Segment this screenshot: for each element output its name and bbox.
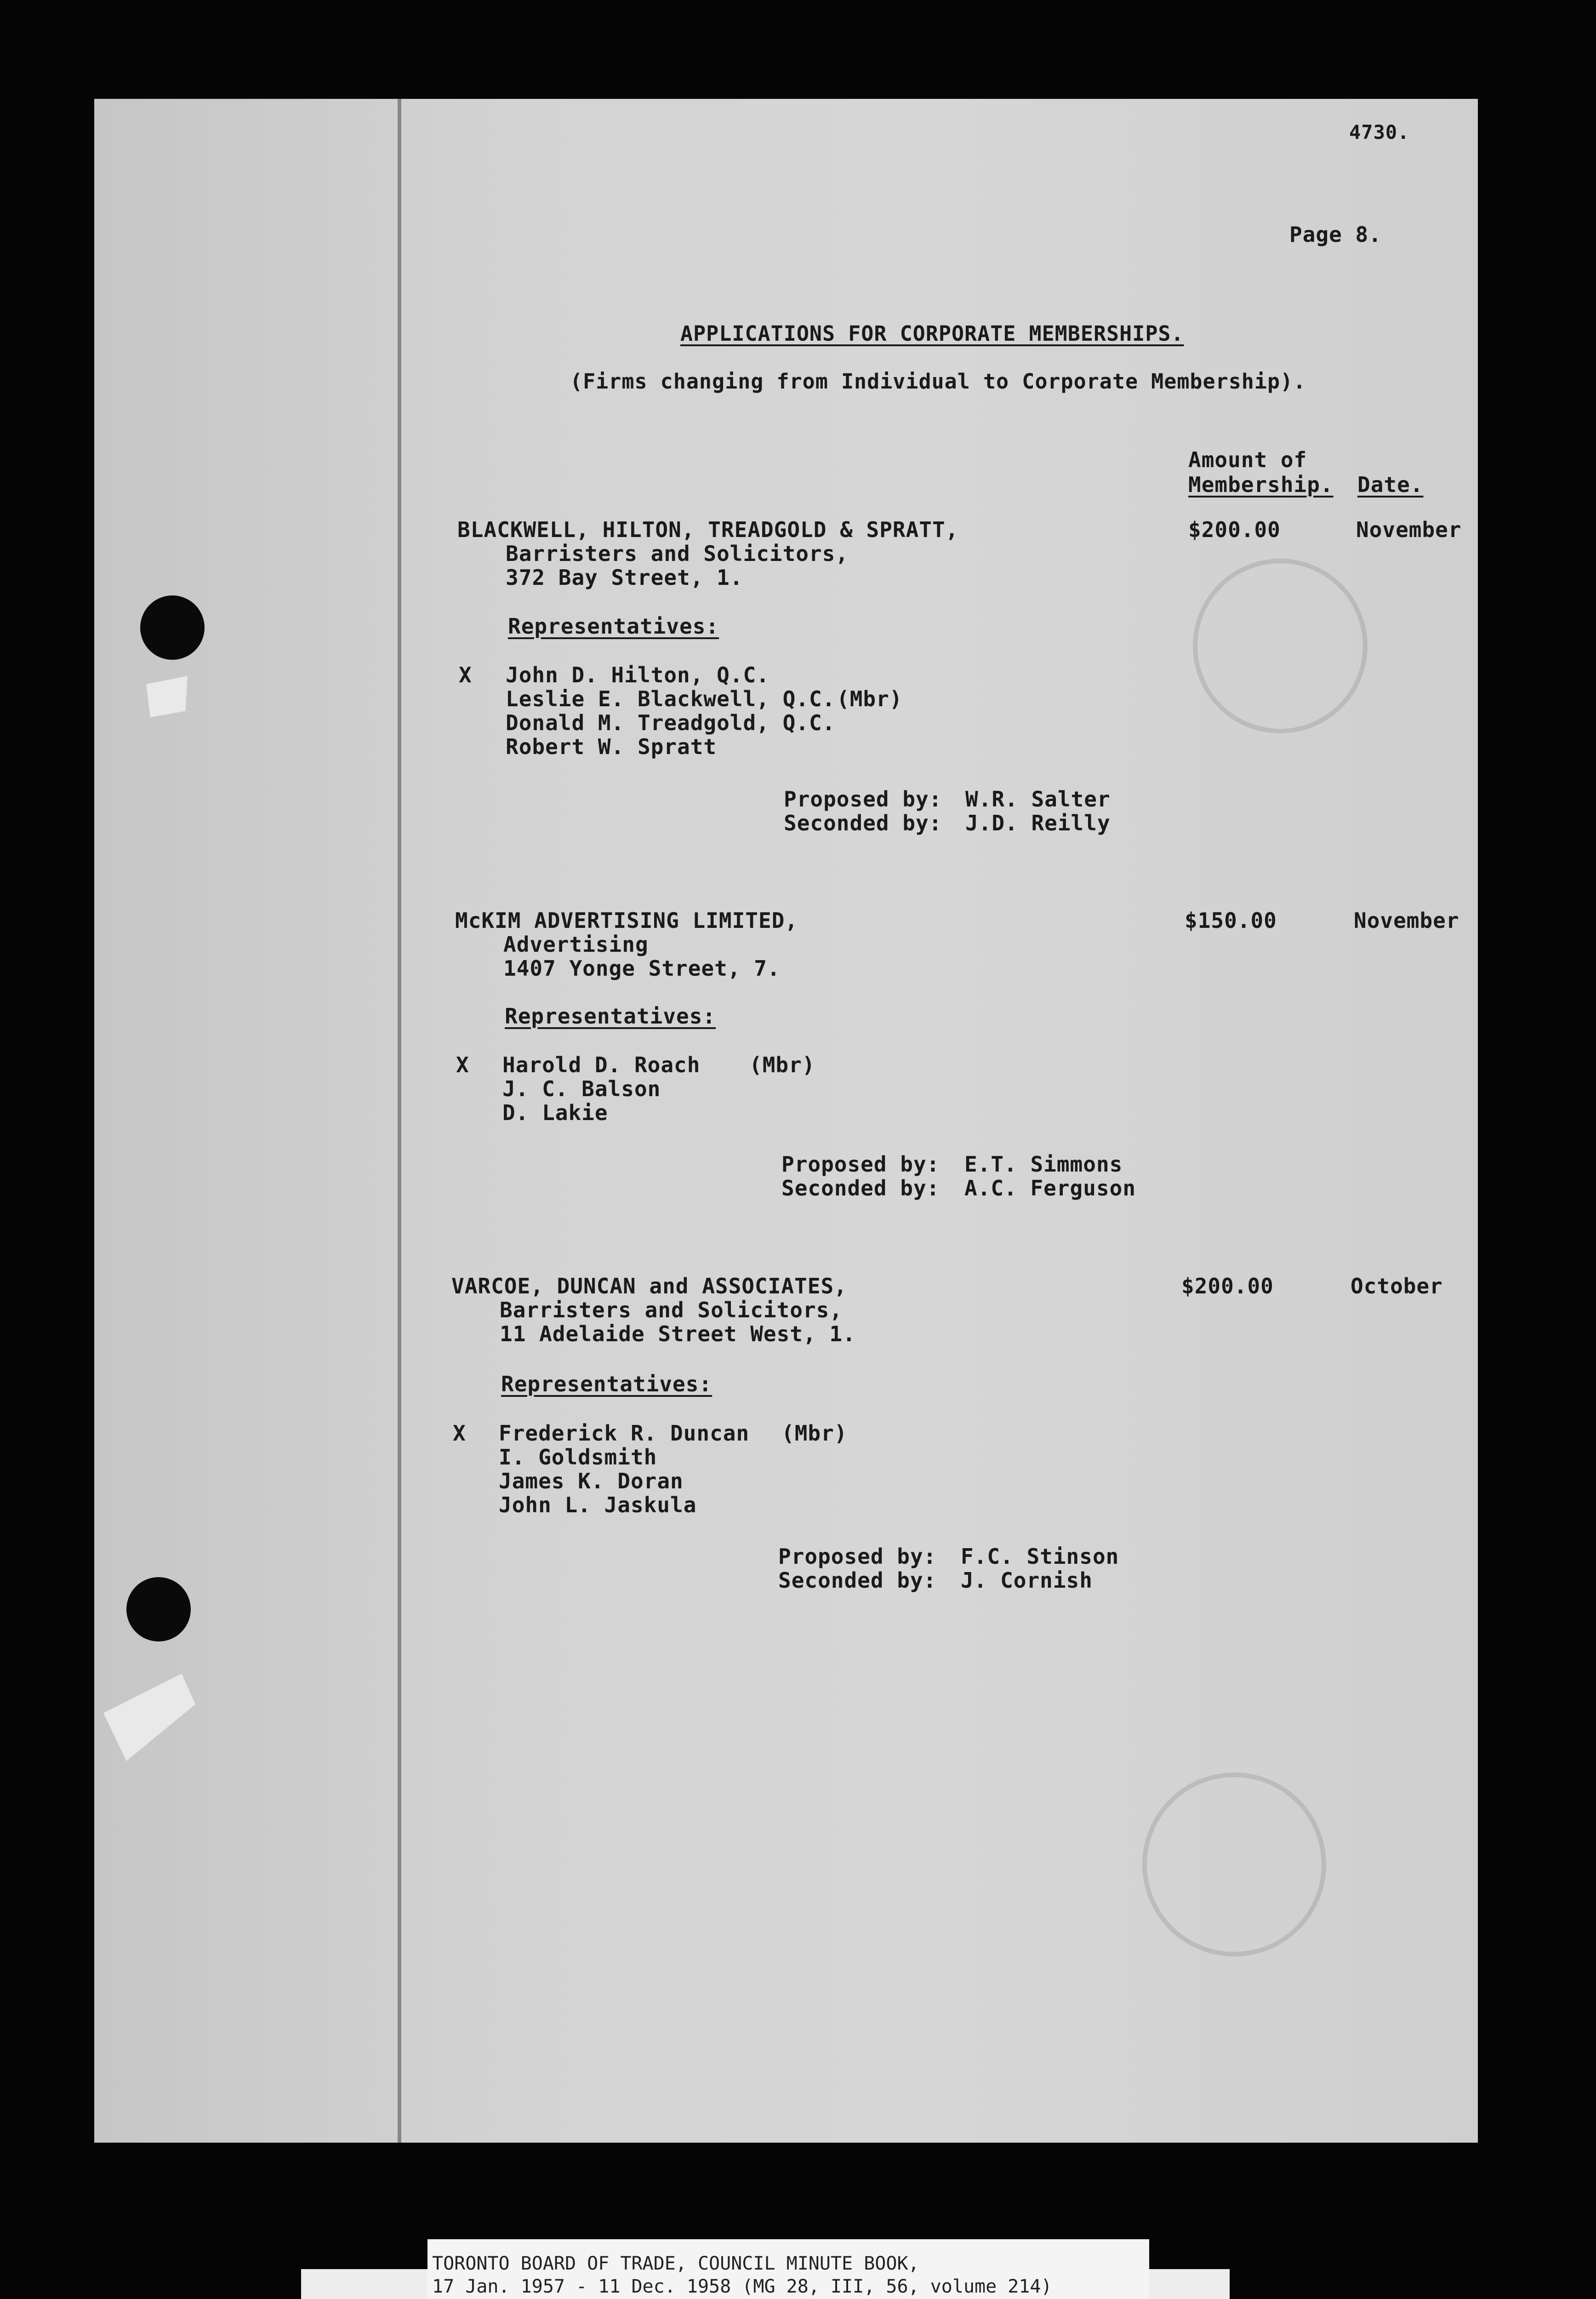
- binding-margin-line: [398, 99, 401, 2143]
- document-subtitle: (Firms changing from Individual to Corporate Membership).: [570, 369, 1306, 394]
- rep-name: Harold D. Roach: [502, 1052, 701, 1077]
- amount-column-header-line1: Amount of: [1188, 447, 1307, 472]
- entry-firm-type: Advertising: [503, 932, 649, 957]
- proposed-by: E.T. Simmons: [964, 1152, 1123, 1177]
- amount-column-header-line2: Membership.: [1188, 472, 1334, 497]
- binder-hole-top: [140, 595, 205, 660]
- seconded-by: J.D. Reilly: [965, 811, 1111, 835]
- page-label: Page 8.: [1289, 222, 1382, 247]
- rep-name: I. Goldsmith: [499, 1445, 657, 1470]
- rep-member-note: (Mbr): [781, 1421, 848, 1446]
- entry-mark: X: [453, 1421, 466, 1446]
- entry-date: October: [1351, 1274, 1443, 1298]
- proposed-by: W.R. Salter: [965, 787, 1111, 812]
- rep-name: John L. Jaskula: [499, 1493, 697, 1517]
- proposed-label: Proposed by:: [781, 1152, 940, 1177]
- seconded-label: Seconded by:: [781, 1176, 940, 1201]
- rep-member-note: (Mbr): [749, 1052, 815, 1077]
- seconded-label: Seconded by:: [784, 811, 942, 835]
- entry-reps-heading: Representatives:: [501, 1372, 712, 1396]
- entry-amount: $200.00: [1181, 1274, 1274, 1298]
- entry-firm-name: BLACKWELL, HILTON, TREADGOLD & SPRATT,: [457, 517, 959, 542]
- faint-seal-bottom: [1142, 1773, 1326, 1956]
- rep-name: J. C. Balson: [502, 1076, 661, 1101]
- archive-label-line2: 17 Jan. 1957 - 11 Dec. 1958 (MG 28, III, 56, volume 214): [432, 2276, 1052, 2297]
- entry-firm-name: McKIM ADVERTISING LIMITED,: [455, 908, 798, 933]
- proposed-label: Proposed by:: [778, 1544, 937, 1569]
- rep-name: John D. Hilton, Q.C.: [506, 663, 770, 687]
- rep-name: Leslie E. Blackwell, Q.C.: [506, 686, 836, 711]
- document-title: APPLICATIONS FOR CORPORATE MEMBERSHIPS.: [680, 321, 1184, 346]
- date-column-header: Date.: [1357, 472, 1424, 497]
- rep-name: Frederick R. Duncan: [499, 1421, 750, 1446]
- entry-firm-type: Barristers and Solicitors,: [500, 1298, 843, 1322]
- entry-firm-address: 11 Adelaide Street West, 1.: [500, 1321, 856, 1346]
- entry-date: November: [1354, 908, 1459, 933]
- entry-mark: X: [456, 1052, 469, 1077]
- frame-number: 4730.: [1349, 121, 1410, 143]
- seconded-by: J. Cornish: [961, 1568, 1093, 1593]
- document-page: [94, 99, 1478, 2143]
- entry-amount: $150.00: [1185, 908, 1277, 933]
- entry-amount: $200.00: [1188, 517, 1281, 542]
- faint-watermark-top: [1372, 366, 1464, 917]
- seconded-label: Seconded by:: [778, 1568, 937, 1593]
- entry-reps-heading: Representatives:: [505, 1004, 716, 1029]
- rep-name: Donald M. Treadgold, Q.C.: [506, 710, 836, 735]
- entry-date: November: [1356, 517, 1462, 542]
- rep-name: Robert W. Spratt: [506, 734, 717, 759]
- proposed-label: Proposed by:: [784, 787, 942, 812]
- rep-member-note: (Mbr): [837, 686, 903, 711]
- faint-seal-top: [1193, 559, 1368, 733]
- proposed-by: F.C. Stinson: [961, 1544, 1119, 1569]
- binder-hole-bottom: [126, 1577, 191, 1641]
- entry-firm-type: Barristers and Solicitors,: [506, 541, 849, 566]
- entry-firm-address: 372 Bay Street, 1.: [506, 565, 743, 590]
- entry-firm-address: 1407 Yonge Street, 7.: [503, 956, 781, 981]
- rep-name: James K. Doran: [499, 1469, 684, 1493]
- seconded-by: A.C. Ferguson: [964, 1176, 1136, 1201]
- rep-name: D. Lakie: [502, 1100, 608, 1125]
- faint-watermark-bottom: [1345, 1570, 1436, 2143]
- entry-mark: X: [459, 663, 472, 687]
- entry-reps-heading: Representatives:: [508, 614, 719, 639]
- entry-firm-name: VARCOE, DUNCAN and ASSOCIATES,: [451, 1274, 847, 1298]
- archive-label-line1: TORONTO BOARD OF TRADE, COUNCIL MINUTE BOOK,: [432, 2253, 919, 2274]
